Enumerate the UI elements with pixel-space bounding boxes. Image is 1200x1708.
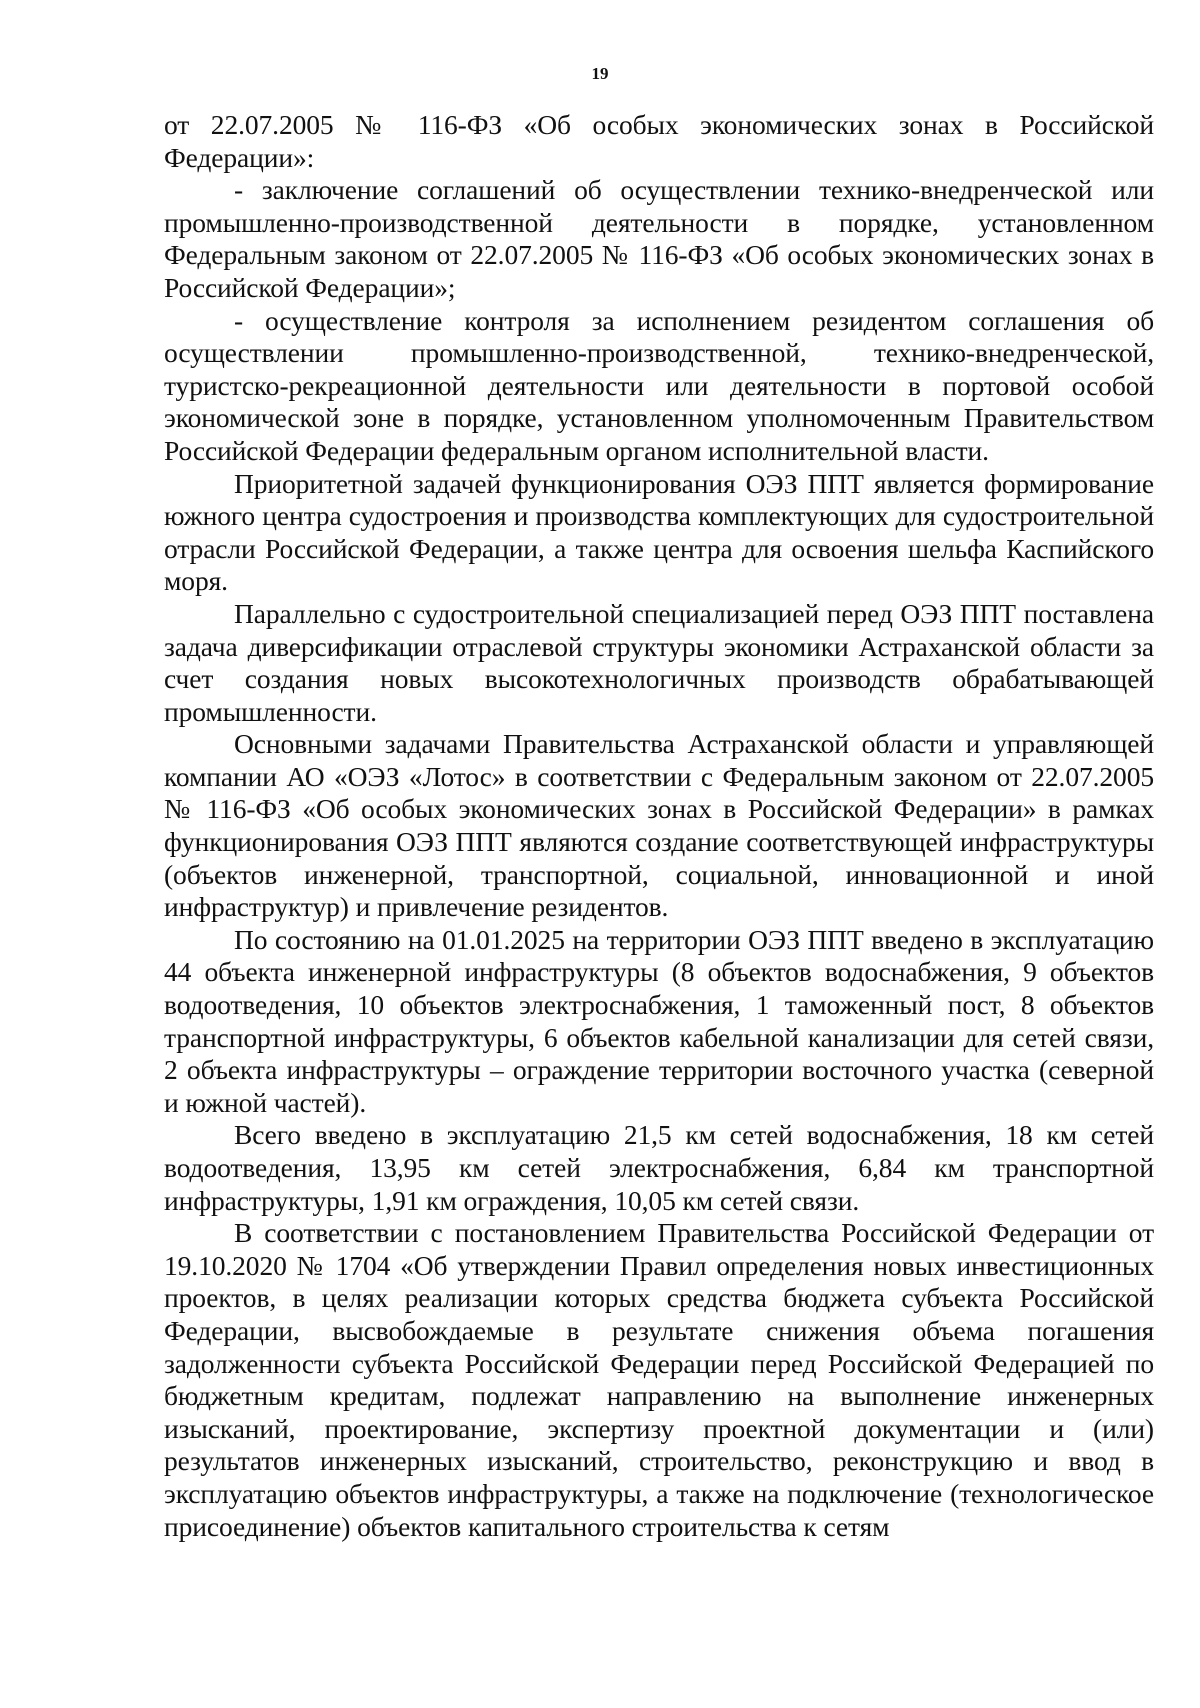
paragraph-infrastructure-status: По состоянию на 01.01.2025 на территории ОЭЗ ППТ введено в эксплуатацию 44 объекта инженерной инфраструктуры (8 объектов водоснабжения, 9 объектов водоотведения, 10 объектов электроснабжения, 1 таможенный пост, 8 объектов транспортной инфраструктуры, 6 объектов кабельной канализации для сетей связи, 2 объекта инфраструктуры – ограждение территории восточного участка (северной и южной частей). xyxy=(164,923,1154,1118)
paragraph-diversification: Параллельно с судостроительной специализацией перед ОЭЗ ППТ поставлена задача диверсификации отраслевой структуры экономики Астраханской области за счет создания новых высокотехнологичных производств обрабатывающей промышленности. xyxy=(164,597,1154,727)
paragraph-control-execution: - осуществление контроля за исполнением резидентом соглашения об осуществлении промышленно-производственной, технико-внедренческой, туристско-рекреационной деятельности или деятельности в портовой особой экономической зоне в порядке, установленном уполномоченным Правительством Российской Федерации федеральным органом исполнительной власти. xyxy=(164,304,1154,466)
paragraph-law-reference-continuation: от 22.07.2005 № 116-ФЗ «Об особых экономических зонах в Российской Федерации»: xyxy=(164,109,1154,173)
paragraph-priority-task: Приоритетной задачей функционирования ОЭЗ ППТ является формирование южного центра судостроения и производства комплектующих для судостроительной отрасли Российской Федерации, а также центра для освоения шельфа Каспийского моря. xyxy=(164,467,1154,597)
page-number: 19 xyxy=(591,64,609,83)
paragraph-networks-total: Всего введено в эксплуатацию 21,5 км сетей водоснабжения, 18 км сетей водоотведения, 13,95 км сетей электроснабжения, 6,84 км транспортной инфраструктуры, 1,91 км ограждения, 10,05 км сетей связи. xyxy=(164,1119,1154,1216)
paragraph-agreements-conclusion: - заключение соглашений об осуществлении технико-внедренческой или промышленно-производственной деятельности в порядке, установленном Федеральным законом от 22.07.2005 № 116-ФЗ «Об особых экономических зонах в Российской Федерации»; xyxy=(164,174,1154,303)
paragraph-main-tasks: Основными задачами Правительства Астраханской области и управляющей компании АО «ОЭЗ «Лотос» в соответствии с Федеральным законом от 22.07.2005 № 116-ФЗ «Об особых экономических зонах в Российской Федерации» в рамках функционирования ОЭЗ ППТ являются создание соответствующей инфраструктуры (объектов инженерной, транспортной, социальной, инновационной и иной инфраструктур) и привлечение резидентов. xyxy=(164,728,1154,923)
body-text xyxy=(164,109,1154,1543)
paragraph-government-decree: В соответствии с постановлением Правительства Российской Федерации от 19.10.2020 № 1704 «Об утверждении Правил определения новых инвестиционных проектов, в целях реализации которых средства бюджета субъекта Российской Федерации, высвобождаемые в результате снижения объема погашения задолженности субъекта Российской Федерации перед Российской Федерацией по бюджетным кредитам, подлежат направлению на выполнение инженерных изысканий, проектирование, экспертизу проектной документации и (или) результатов инженерных изысканий, строительство, реконструкцию и ввод в эксплуатацию объектов инфраструктуры, а также на подключение (технологическое присоединение) объектов капитального строительства к сетям xyxy=(164,1217,1154,1542)
